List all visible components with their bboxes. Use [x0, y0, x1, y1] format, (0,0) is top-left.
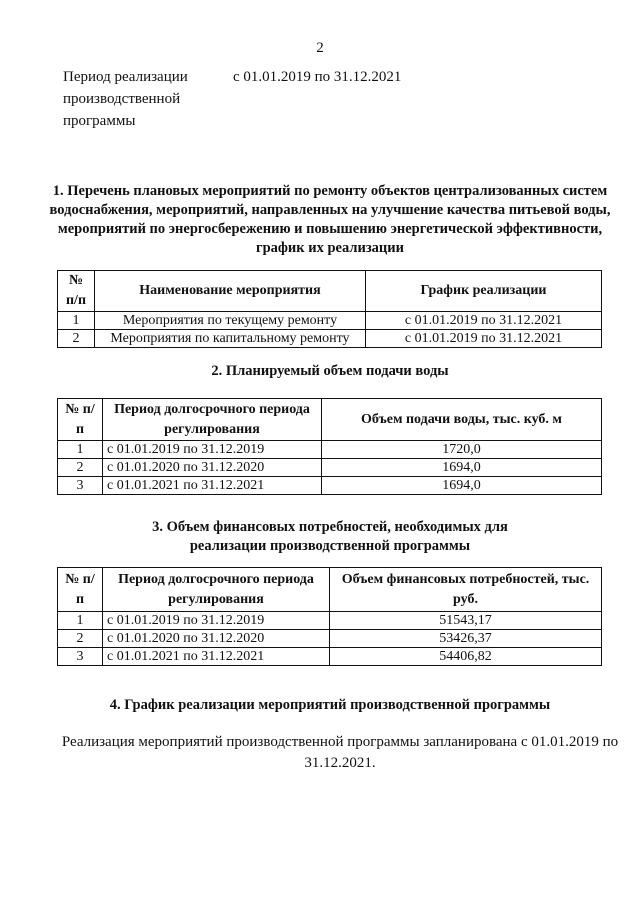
col-header-period: Период долгосрочного периода регулирования	[103, 399, 322, 441]
row-num: 1	[58, 441, 103, 459]
period-value: с 01.01.2019 по 31.12.2021	[233, 69, 402, 85]
table-row	[58, 441, 602, 459]
table-header-row	[58, 568, 602, 612]
section2-title: 2. Планируемый объем подачи воды	[211, 363, 449, 379]
row-volume: 1694,0	[322, 477, 602, 495]
row-num: 3	[58, 648, 103, 666]
period-label: Период реализации производственной программы	[63, 69, 188, 129]
section1-title: 1. Перечень плановых мероприятий по ремонту объектов централизованных систем водоснабжения, мероприятий, направленных на улучшение качества питьевой воды, мероприятий по энергосбережению и повышению энергетической эффективности, график их реализации	[49, 183, 611, 256]
table-header-row	[58, 399, 602, 441]
row-num: 2	[58, 330, 95, 348]
col-header-name: Наименование мероприятия	[95, 271, 366, 312]
row-period: с 01.01.2020 по 31.12.2020	[103, 630, 330, 648]
section3-table	[57, 567, 602, 666]
row-num: 1	[58, 312, 95, 330]
row-finance: 53426,37	[330, 630, 602, 648]
table-header-row	[58, 271, 602, 312]
row-period: с 01.01.2021 по 31.12.2021	[103, 477, 322, 495]
col-header-finance: Объем финансовых потребностей, тыс. руб.	[330, 568, 602, 612]
row-volume: 1694,0	[322, 459, 602, 477]
table-row	[58, 312, 602, 330]
row-num: 2	[58, 630, 103, 648]
col-header-schedule: График реализации	[366, 271, 602, 312]
row-num: 2	[58, 459, 103, 477]
section4-text: Реализация мероприятий производственной программы запланирована с 01.01.2019 по 31.12.2021.	[61, 734, 619, 771]
col-header-num: № п/п	[58, 568, 103, 612]
row-schedule: с 01.01.2019 по 31.12.2021	[366, 330, 602, 348]
row-period: с 01.01.2019 по 31.12.2019	[103, 612, 330, 630]
row-period: с 01.01.2020 по 31.12.2020	[103, 459, 322, 477]
table-row	[58, 459, 602, 477]
row-volume: 1720,0	[322, 441, 602, 459]
table-row	[58, 648, 602, 666]
col-header-num: № п/п	[58, 399, 103, 441]
table-row	[58, 630, 602, 648]
col-header-period: Период долгосрочного периода регулирования	[103, 568, 330, 612]
row-schedule: с 01.01.2019 по 31.12.2021	[366, 312, 602, 330]
row-period: с 01.01.2021 по 31.12.2021	[103, 648, 330, 666]
row-name: Мероприятия по текущему ремонту	[95, 312, 366, 330]
section3-title: 3. Объем финансовых потребностей, необходимых для реализации производственной программы	[152, 519, 508, 554]
row-period: с 01.01.2019 по 31.12.2019	[103, 441, 322, 459]
row-name: Мероприятия по капитальному ремонту	[95, 330, 366, 348]
col-header-num: № п/п	[58, 271, 95, 312]
row-num: 3	[58, 477, 103, 495]
section4-title: 4. График реализации мероприятий производственной программы	[109, 697, 551, 713]
table-row	[58, 330, 602, 348]
col-header-volume: Объем подачи воды, тыс. куб. м	[322, 399, 602, 441]
section2-table	[57, 398, 602, 495]
row-finance: 54406,82	[330, 648, 602, 666]
row-finance: 51543,17	[330, 612, 602, 630]
table-row	[58, 477, 602, 495]
section1-table	[57, 270, 602, 348]
table-row	[58, 612, 602, 630]
row-num: 1	[58, 612, 103, 630]
page-number: 2	[316, 40, 324, 56]
